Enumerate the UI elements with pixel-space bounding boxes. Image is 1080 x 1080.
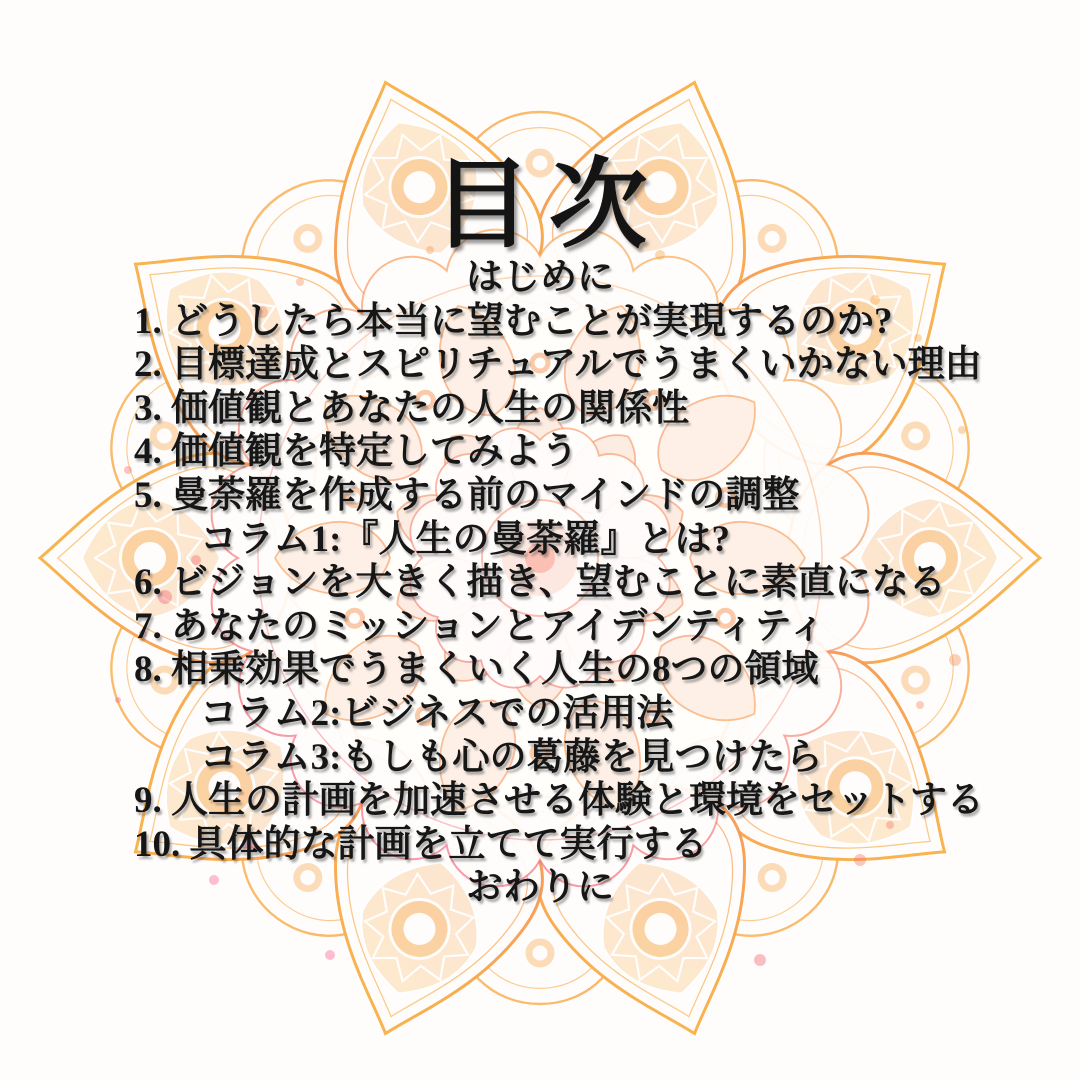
toc-item: 4. 価値観を特定してみよう [134, 431, 578, 473]
toc-item: 6. ビジョンを大きく描き、望むことに素直になる [134, 562, 946, 604]
toc-item: 10. 具体的な計画を立てて実行する [134, 823, 708, 865]
toc-item: おわりに [466, 867, 614, 909]
toc-item: 2. 目標達成とスピリチュアルでうまくいかない理由 [134, 344, 982, 386]
toc-item: 5. 曼荼羅を作成する前のマインドの調整 [134, 474, 800, 516]
toc-item: 9. 人生の計画を加速させる体験と環境をセットする [134, 780, 984, 822]
page-title: 目次 [432, 152, 665, 260]
toc-item: 3. 価値観とあなたの人生の関係性 [134, 387, 689, 429]
toc-item: 7. あなたのミッションとアイデンティティ [134, 605, 826, 647]
toc-item: コラム1:『人生の曼荼羅』とは? [200, 518, 730, 560]
toc-item: コラム2:ビジネスでの活用法 [200, 692, 674, 734]
toc-item: コラム3:もしも心の葛藤を見つけたら [200, 736, 823, 778]
toc-item: 1. どうしたら本当に望むことが実現するのか? [134, 300, 893, 342]
toc-item: はじめに [466, 257, 614, 298]
table-of-contents [90, 256, 990, 910]
toc-item: 8. 相乗効果でうまくいく人生の8つの領域 [134, 649, 819, 691]
